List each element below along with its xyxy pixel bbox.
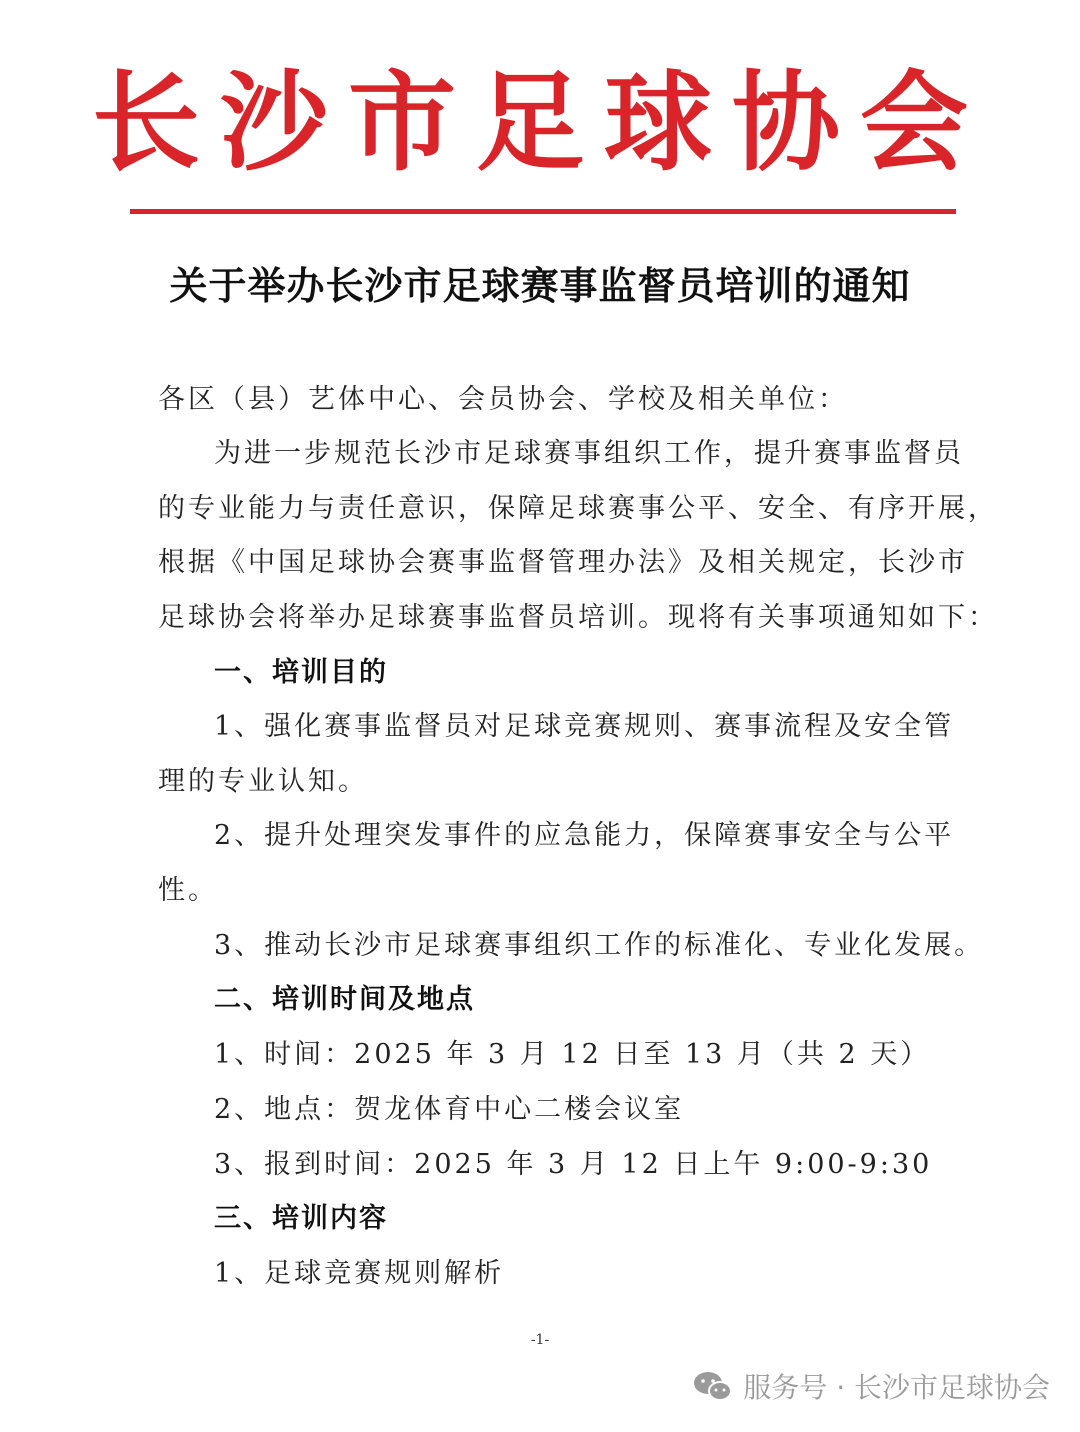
section1-item-1-line-1: 1、强化赛事监督员对足球竞赛规则、赛事流程及安全管 (214, 711, 955, 742)
intro-line-4: 足球协会将举办足球赛事监督员培训。现将有关事项通知如下： (158, 602, 998, 633)
section2-item-1: 1、时间：2025 年 3 月 12 日至 13 月（共 2 天） (214, 1039, 931, 1070)
section2-item-3: 3、报到时间：2025 年 3 月 12 日上午 9:00-9:30 (214, 1149, 933, 1180)
document-title: 关于举办长沙市足球赛事监督员培训的通知 (169, 263, 911, 308)
letterhead-rule (130, 209, 956, 214)
wechat-icon (693, 1370, 733, 1402)
section1-item-3: 3、推动长沙市足球赛事组织工作的标准化、专业化发展。 (214, 930, 985, 961)
intro-line-2: 的专业能力与责任意识，保障足球赛事公平、安全、有序开展， (158, 493, 998, 524)
letterhead-title: 长沙市足球协会 (91, 60, 988, 186)
section-heading-2: 二、培训时间及地点 (214, 984, 475, 1015)
section1-item-2-line-1: 2、提升处理突发事件的应急能力，保障赛事安全与公平 (214, 820, 955, 851)
section1-item-1-line-2: 理的专业认知。 (158, 766, 368, 797)
intro-line-3: 根据《中国足球协会赛事监督管理办法》及相关规定，长沙市 (158, 547, 968, 578)
section2-item-2: 2、地点：贺龙体育中心二楼会议室 (214, 1094, 685, 1125)
section-heading-1: 一、培训目的 (214, 657, 388, 688)
salutation: 各区（县）艺体中心、会员协会、学校及相关单位： (158, 384, 848, 415)
page-number: -1- (530, 1332, 550, 1348)
watermark (693, 1364, 1050, 1408)
section3-item-1: 1、足球竞赛规则解析 (214, 1258, 505, 1289)
intro-line-1: 为进一步规范长沙市足球赛事组织工作，提升赛事监督员 (214, 438, 964, 469)
section1-item-2-line-2: 性。 (158, 875, 218, 906)
watermark-text: 服务号 · 长沙市足球协会 (743, 1371, 1050, 1404)
section-heading-3: 三、培训内容 (214, 1203, 388, 1234)
